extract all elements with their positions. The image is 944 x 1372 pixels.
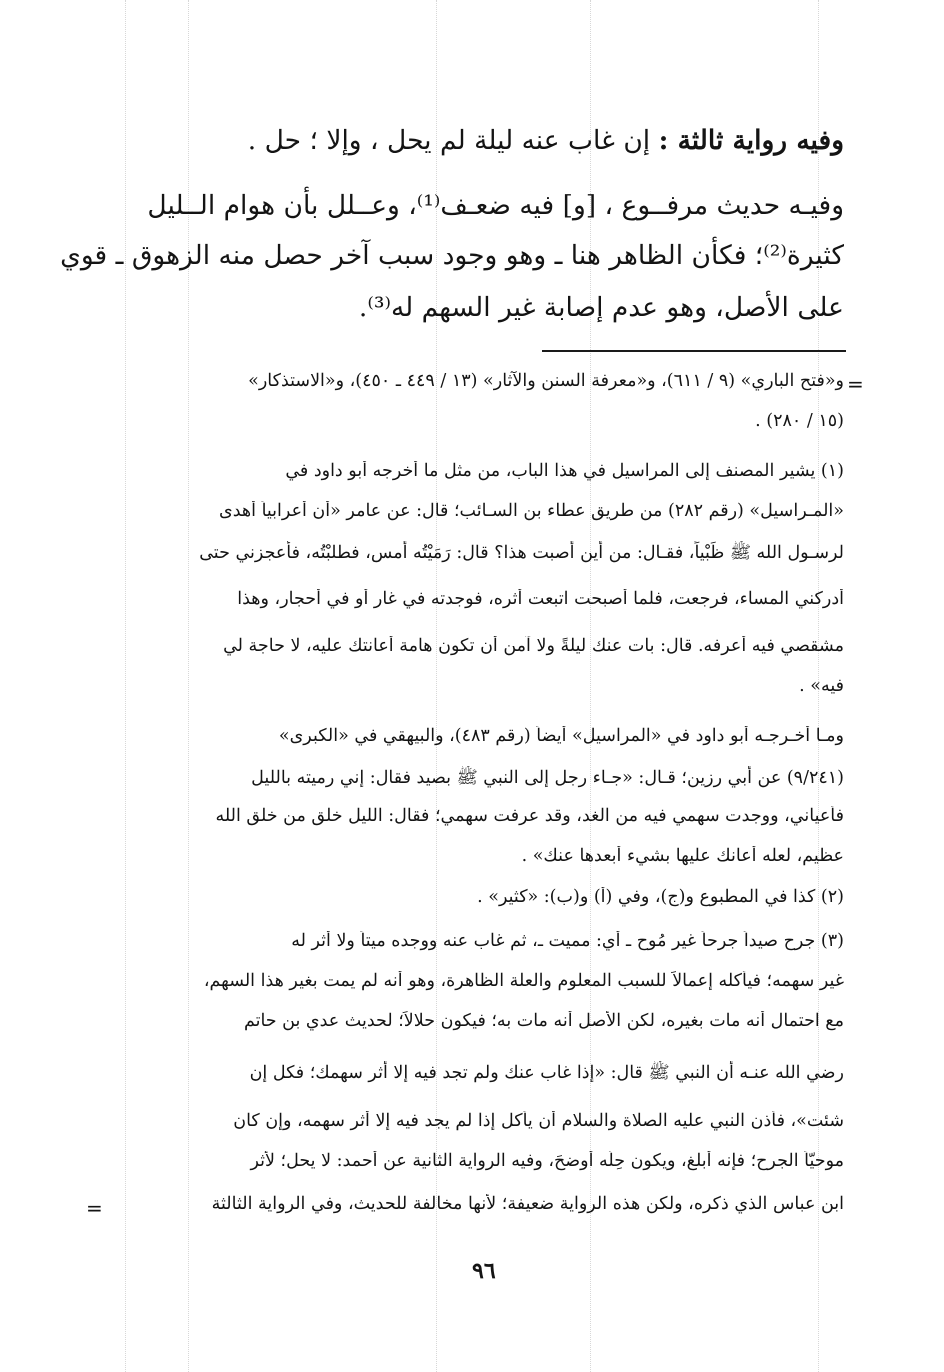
footnote-line: (٩/٢٤١) عن أبي رزين؛ قـال: «جـاء رجل إلى النبي ﷺ بصيد فقال: إني رميته بالليل: [251, 768, 844, 788]
footnote-line: أدركني المساء، فرجعت، فلما أصبحت اتبعت أثره، فوجدته في غار أو في أحجار، وهذا: [237, 589, 844, 609]
main-text-line-3: كثيرة⁽²⁾؛ فكأن الظاهر هنا ـ وهو وجود سبب آخر حصل منه الزهوق ـ قوي: [60, 240, 844, 271]
footnote-line: فأعياني، ووجدت سهمي فيه من الغد، وقد عرفت سهمي؛ فقال: الليل خلق من خلق الله: [215, 806, 844, 826]
footnote-line: شئت»، فأذن النبي عليه الصلاة والسلام أن يأكل إذا لم يجد فيه إلا أثر سهمه، وإن كان: [233, 1111, 844, 1131]
page-number: ٩٦: [472, 1258, 496, 1284]
continuation-mark-top: =: [847, 372, 864, 396]
footnote-line: ومـا أخـرجـه أبو داود في «المراسيل» أيضاً (رقم ٤٨٣)، والبيهقي في «الكبرى»: [278, 726, 844, 746]
footnote-line: (١٥ / ٢٨٠) .: [755, 411, 844, 431]
footnote-line: رضي الله عنـه أن النبي ﷺ قال: «إذا غاب عنك ولم تجد فيه إلا أثر سهمك؛ فكل إن: [249, 1063, 844, 1083]
footnote-line: مشقصي فيه أعرفه. قال: بات عنك ليلةً ولا آمن أن تكون هامة أعانتك عليه، لا حاجة لي: [223, 636, 844, 656]
continuation-mark-bottom: =: [86, 1196, 103, 1220]
main-text-line-1-bold: وفيه رواية ثالثة :: [658, 125, 844, 156]
footnote-line: مع احتمال أنه مات بغيره، لكن الأصل أنه مات به؛ فيكون حلالاً؛ لحديث عدي بن حاتم: [243, 1011, 844, 1031]
main-text-line-1-rest: إن غاب عنه ليلة لم يحل ، وإلا ؛ حل .: [247, 125, 659, 156]
main-text-line-4: على الأصل، وهو عدم إصابة غير السهم له⁽³⁾.: [358, 292, 844, 323]
footnote-line: فيه» .: [799, 676, 844, 696]
main-text-line-2: وفيـه حديث مرفــوع ، [و] فيه ضعـف⁽¹⁾، وعــلل بأن هوام الــليل: [147, 190, 844, 221]
footnote-line: لرسـول الله ﷺ ظَبْياً، فقـال: من أين أصبت هذا؟ قال: رَمَيْتُه أمس، فطلبْتُه، فأعجزني حتى: [199, 543, 844, 563]
footnote-line: موحيّاً الجرح؛ فإنه أبلغ، ويكون حِلُّه أوضحَ، وفيه الرواية الثانية عن أحمد: لا يحل؛ لأثر: [250, 1151, 844, 1171]
footnote-line: عظيم، لعله أعانك عليها بشيء أبعدها عنك» .: [521, 846, 844, 866]
footnote-line: «المـراسيل» (رقم ٢٨٢) من طريق عطاء بن السـائب؛ قال: عن عامر «أن أعرابياً أهدى: [219, 501, 844, 521]
footnote-line: و«فتح الباري» (٩ / ٦١١)، و«معرفة السنن والآثار» (١٣ / ٤٤٩ ـ ٤٥٠)، و«الاستذكار»: [248, 371, 844, 391]
main-text-line-1: [248, 125, 844, 156]
footnote-line: غير سهمه؛ فيأكله إعمالاً للسبب المعلوم والعلة الظاهرة، وهو أنه لم يمت بغير هذا السهم،: [203, 971, 844, 991]
footnote-line: ابن عباس الذي ذكره، ولكن هذه الرواية ضعيفة؛ لأنها مخالفة للحديث، وفي الرواية الثالثة: [211, 1194, 844, 1214]
footnote-line: (١) يشير المصنف إلى المراسيل في هذا الباب، من مثل ما أخرجه أبو داود في: [285, 461, 844, 481]
footnote-separator-rule: [542, 350, 846, 352]
footnote-line: (٣) جرح صيداً جرحاً غير مُوحٍ ـ أي: مميت ـ، ثم غاب عنه ووجده ميتاً ولا أثر له: [291, 931, 844, 951]
footnote-line: (٢) كذا في المطبوع و(ج)، وفي (أ) و(ب): «كثير» .: [477, 887, 844, 907]
